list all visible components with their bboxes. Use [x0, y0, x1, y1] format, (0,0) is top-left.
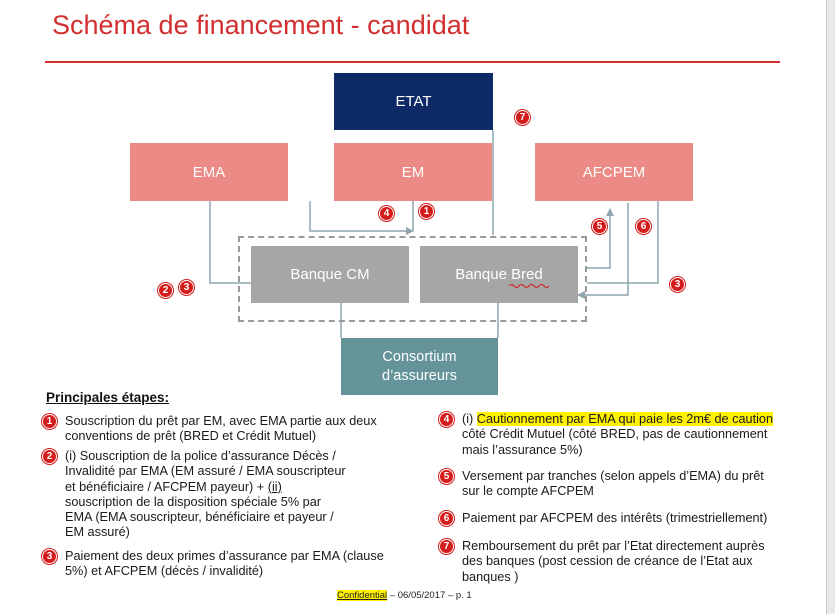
step-2-text: et bénéficiaire / AFCPEM payeur) + [65, 479, 268, 494]
consortium-box [341, 338, 498, 395]
step-2-line: souscription de la disposition spéciale 5% par [65, 494, 322, 509]
step-4-badge: 4 [439, 412, 454, 427]
consortium-label-line2: d’assureurs [382, 367, 457, 384]
page-title: Schéma de financement - candidat [52, 10, 470, 40]
flow-4-line [310, 201, 413, 231]
footer [337, 590, 472, 601]
step-7-line: Remboursement du prêt par l’Etat directement auprès [462, 539, 765, 553]
footer-date-page: – 06/05/2017 – p. 1 [387, 590, 472, 601]
banque-bred-box: Banque Bred [420, 246, 578, 303]
flow-3-right-line [587, 201, 658, 283]
step-1-line: Souscription du prêt par EM, avec EMA partie aux deux [65, 414, 377, 428]
step-2 [46, 449, 346, 541]
step-3-line: Paiement des deux primes d’assurance par EMA (clause [65, 549, 384, 563]
step-2-line: EMA (EMA souscripteur, bénéficiaire et payeur / [65, 510, 334, 525]
step-4-highlight: Cautionnement par EMA qui paie les 2m€ de caution [476, 412, 774, 426]
step-4 [443, 412, 774, 458]
em-box: EM [334, 143, 492, 201]
badge-6: 6 [636, 219, 651, 234]
step-5-badge: 5 [439, 469, 454, 484]
step-4-prefix: (i) [462, 412, 477, 426]
step-2-ii: (ii) [267, 479, 282, 494]
step-7-line: des banques (post cession de créance de l’Etat aux [462, 554, 753, 569]
afcpem-box: AFCPEM [535, 143, 693, 201]
step-2-line: (i) Souscription de la police d’assurance Décès / [65, 449, 336, 463]
step-4-line [462, 412, 773, 427]
ema-box: EMA [130, 143, 288, 201]
step-7-line: banques ) [462, 569, 519, 584]
badge-2: 2 [158, 283, 173, 298]
spellcheck-underline [509, 283, 549, 288]
step-1-badge: 1 [42, 414, 57, 429]
badge-7: 7 [515, 110, 530, 125]
consortium-label-line1: Consortium [382, 348, 457, 365]
badge-1: 1 [419, 204, 434, 219]
step-1 [46, 414, 377, 445]
badge-5: 5 [592, 219, 607, 234]
badge-4: 4 [379, 206, 394, 221]
step-6 [443, 511, 768, 526]
etat-box: ETAT [334, 73, 493, 130]
step-2-line: Invalidité par EMA (EM assuré / EMA souscripteur [65, 464, 346, 479]
step-7 [443, 539, 765, 585]
step-6-line: Paiement par AFCPEM des intérêts (trimestriellement) [462, 511, 768, 525]
step-7-badge: 7 [439, 539, 454, 554]
step-2-badge: 2 [42, 449, 57, 464]
step-2-line [65, 480, 346, 495]
step-5-line: Versement par tranches (selon appels d’EMA) du prêt [462, 469, 764, 483]
step-3 [46, 549, 384, 580]
step-5 [443, 469, 764, 500]
flow-5-line [587, 209, 610, 268]
step-4-line: mais l’assurance 5%) [462, 442, 583, 457]
step-6-badge: 6 [439, 511, 454, 526]
step-5-line: sur le compte AFCPEM [462, 484, 594, 499]
badge-3-left: 3 [179, 280, 194, 295]
banque-cm-box: Banque CM [251, 246, 409, 303]
step-1-line: conventions de prêt (BRED et Crédit Mutuel) [65, 429, 317, 444]
step-3-badge: 3 [42, 549, 57, 564]
step-4-line: côté Crédit Mutuel (côté BRED, pas de cautionnement [462, 427, 768, 442]
step-3-line: 5%) et AFCPEM (décès / invalidité) [65, 564, 264, 579]
footer-confidential: Confidential [337, 590, 388, 601]
step-2-line: EM assuré) [65, 525, 130, 540]
badge-3-right: 3 [670, 277, 685, 292]
steps-heading: Principales étapes: [46, 390, 170, 405]
